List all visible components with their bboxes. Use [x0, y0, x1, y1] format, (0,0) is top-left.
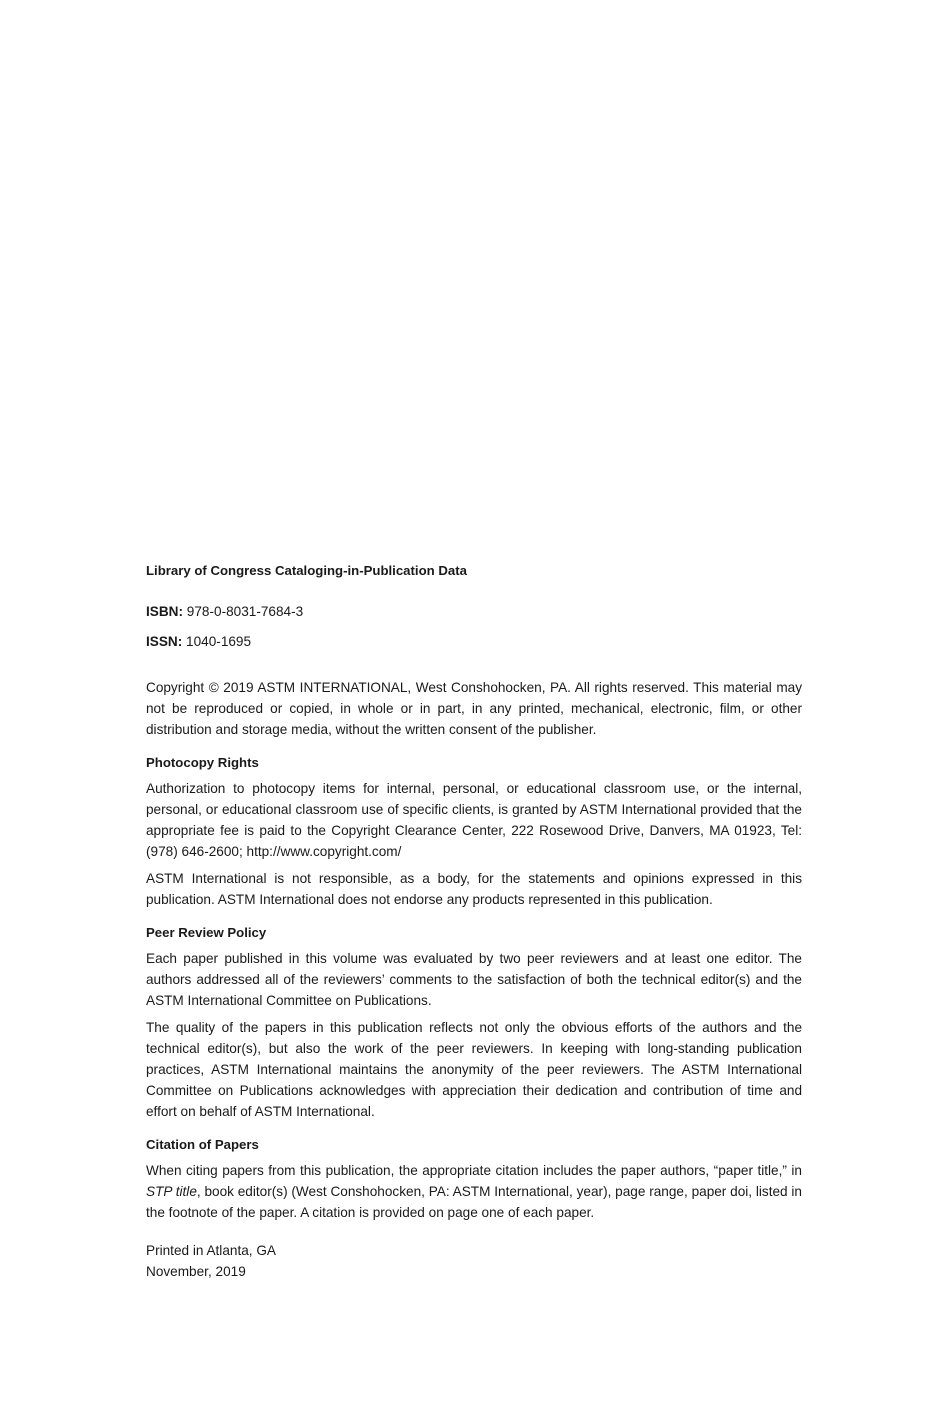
- citation-stp-title: STP title: [146, 1184, 197, 1199]
- printed-location: Printed in Atlanta, GA: [146, 1243, 276, 1258]
- copyright-page: [146, 560, 802, 1282]
- issn-value: 1040-1695: [186, 634, 252, 649]
- isbn-value: 978-0-8031-7684-3: [186, 604, 304, 619]
- citation-paragraph: [146, 1160, 802, 1223]
- copyright-notice: Copyright © 2019 ASTM INTERNATIONAL, West Conshohocken, PA. All rights reserved. This material may not be reproduced or copied, in whole or in part, in any printed, mechanical, electronic, film, or other distribution and storage media, without the written consent of the publisher.: [146, 680, 802, 737]
- peer-review-paragraph-2: The quality of the papers in this publication reflects not only the obvious efforts of the authors and the technical editor(s), but also the work of the peer reviewers. In keeping with long-standing publication practices, ASTM International maintains the anonymity of the peer reviewers. The ASTM International Committee on Publications acknowledges with appreciation their dedication and contribution of time and effort on behalf of ASTM International.: [146, 1020, 802, 1119]
- photocopy-rights-paragraph-2: ASTM International is not responsible, as a body, for the statements and opinions expressed in this publication. ASTM International does not endorse any products represented in this publication.: [146, 871, 802, 907]
- printed-date: November, 2019: [146, 1264, 246, 1279]
- citation-text-before: When citing papers from this publication, the appropriate citation includes the paper authors, “paper title,” in: [146, 1163, 802, 1178]
- issn-label: ISSN:: [146, 634, 183, 649]
- peer-review-paragraph-1: Each paper published in this volume was evaluated by two peer reviewers and at least one editor. The authors addressed all of the reviewers’ comments to the satisfaction of both the technical editor(s) and the ASTM International Committee on Publications.: [146, 951, 802, 1008]
- printed-info: [146, 1240, 802, 1282]
- isbn-label: ISBN:: [146, 604, 184, 619]
- photocopy-rights-heading: Photocopy Rights: [146, 755, 259, 770]
- isbn-line: [146, 601, 802, 622]
- citation-text-after: , book editor(s) (West Conshohocken, PA: ASTM International, year), page range, paper doi, listed in the footnote of the paper. A citation is provided on page one of each paper.: [146, 1184, 802, 1220]
- peer-review-heading: Peer Review Policy: [146, 925, 267, 940]
- citation-heading: Citation of Papers: [146, 1137, 259, 1152]
- photocopy-rights-paragraph-1: Authorization to photocopy items for internal, personal, or educational classroom use, or the internal, personal, or educational classroom use of specific clients, is granted by ASTM International provided that the appropriate fee is paid to the Copyright Clearance Center, 222 Rosewood Drive, Danvers, MA 01923, Tel: (978) 646-2600; http://www.copyright.com/: [146, 781, 802, 859]
- issn-line: [146, 631, 802, 652]
- cip-heading: Library of Congress Cataloging-in-Publication Data: [146, 563, 467, 578]
